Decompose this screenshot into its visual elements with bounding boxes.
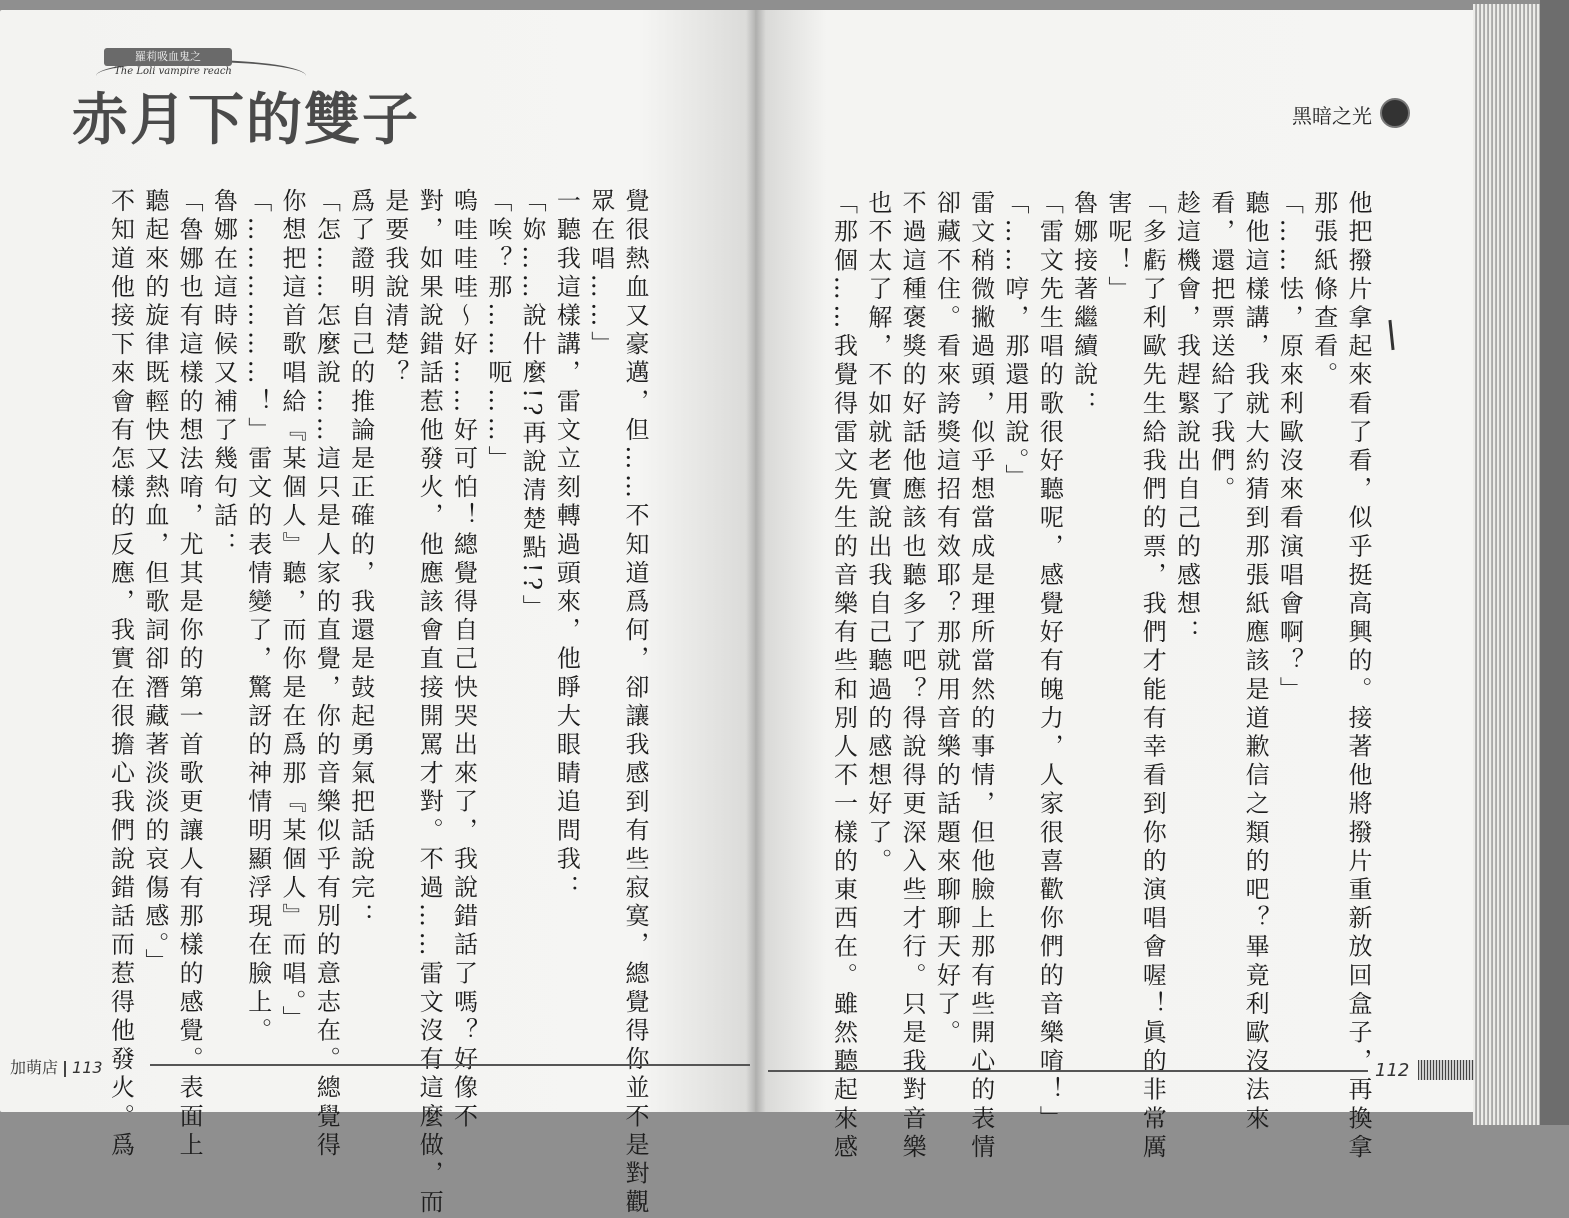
- left-text-line: 魯娜在這時候又補了幾句話：: [209, 188, 238, 560]
- left-text-line: 眾在唱……」: [586, 188, 615, 360]
- right-text-line: 他把撥片拿起來看了看，似乎挺高興的。接著他將撥片重新放回盒子，再換拿: [1344, 190, 1372, 1163]
- left-text-line: 「唉？那……呃……」: [483, 188, 512, 474]
- series-english-subtitle: The Loli vampire reach: [114, 66, 232, 77]
- left-text-line: 一聽我這樣講，雷文立刻轉過頭來，他睜大眼睛追問我：: [552, 188, 581, 903]
- right-text-line: 趁這機會，我趕緊說出自己的感想：: [1172, 190, 1201, 648]
- right-text-line: 那張紙條查看。: [1309, 190, 1338, 391]
- shop-name: 加萌店: [10, 1058, 59, 1077]
- right-text-line: 卻藏不住。看來誇獎這招有效耶？那就用音樂的話題來聊聊天好了。: [932, 190, 961, 1048]
- left-text-line: 嗚哇哇哇～好……好可怕！總覺得自己快哭出來了，我說錯話了嗎？好像不: [449, 188, 478, 1132]
- left-text-line: 是要我說清楚？: [380, 188, 409, 389]
- left-text-line: 「妳……說什麼!?再說清楚點!?」: [518, 188, 547, 624]
- book-gutter: [746, 10, 766, 1112]
- right-text-line: 雷文稍微撇過頭，似乎想當成是理所當然的事情，但他臉上那有些開心的表情: [966, 190, 995, 1163]
- right-text-line: 魯娜接著繼續說：: [1069, 190, 1098, 419]
- right-text-line: 害呢！」: [1103, 190, 1132, 305]
- left-text-line: 聽起來的旋律既輕快又熱血，但歌詞卻潛藏著淡淡的哀傷感。」: [140, 188, 169, 977]
- book-title: 赤月下的雙子: [72, 87, 420, 153]
- left-page-number: 113: [72, 1058, 103, 1077]
- left-text-line: 你想把這首歌唱給『某個人』聽，而你是在爲那『某個人』而唱。」: [278, 188, 307, 1034]
- right-page-body-text: [826, 190, 1375, 1163]
- right-footer-bar-decoration: [1418, 1060, 1474, 1080]
- background-shadow: [1540, 0, 1569, 1125]
- right-footer-rule: [768, 1070, 1368, 1072]
- left-text-line: 「怎……怎麼說……這只是人家的直覺，你的音樂似乎有別的意志在。總覺得: [312, 188, 341, 1161]
- right-text-line: 「雷文先生唱的歌很好聽呢，感覺好有魄力，人家很喜歡你們的音樂唷！」: [1035, 190, 1064, 1134]
- left-footer-rule: [150, 1064, 750, 1066]
- left-text-line: 對，如果說錯話惹他發火，他應該會直接開罵才對。不過……雷文沒有這麼做，而: [415, 188, 444, 1218]
- right-text-line: 不過這種褒獎的好話他應該也聽多了吧？得說得更深入些才行。只是我對音樂: [898, 190, 927, 1163]
- right-text-line: 「多虧了利歐先生給我們的票，我們才能有幸看到你的演唱會喔！眞的非常厲: [1138, 190, 1167, 1163]
- left-text-line: 「魯娜也有這樣的想法唷，尤其是你的第一首歌更讓人有那樣的感覺。表面上: [175, 188, 204, 1161]
- chapter-emblem-icon: [1380, 98, 1410, 128]
- left-page-footer: [10, 1055, 103, 1078]
- right-text-line: 看，還把票送給了我們。: [1206, 190, 1235, 505]
- left-page-body-text: [100, 188, 652, 1218]
- chapter-title: 黑暗之光: [1292, 104, 1372, 128]
- right-text-line: 「……怯，原來利歐沒來看演唱會啊？」: [1275, 190, 1304, 705]
- right-text-line: 聽他這樣講，我就大約猜到那張紙應該是道歉信之類的吧？畢竟利歐沒法來: [1241, 190, 1270, 1134]
- left-text-line: 爲了證明自己的推論是正確的，我還是鼓起勇氣把話說完：: [346, 188, 375, 932]
- right-text-line: 也不太了解，不如就老實說出我自己聽過的感想好了。: [863, 190, 892, 877]
- left-text-line: 不知道他接下來會有怎樣的反應，我實在很擔心我們說錯話而惹得他發火。爲: [106, 188, 135, 1161]
- right-page-number: 112: [1375, 1060, 1410, 1081]
- series-badge: 羅莉吸血鬼之: [104, 48, 232, 66]
- right-text-line: 「……哼，那還用說。」: [1001, 190, 1030, 493]
- left-text-line: 覺很熱血又豪邁，但……不知道爲何，卻讓我感到有些寂寞，總覺得你並不是對觀: [621, 188, 649, 1218]
- right-text-line: 「那個……我覺得雷文先生的音樂有些和別人不一樣的東西在。雖然聽起來感: [829, 190, 858, 1163]
- footer-separator: [64, 1061, 66, 1077]
- left-text-line: 「………………！」雷文的表情變了，驚訝的神情明顯浮現在臉上。: [243, 188, 272, 1046]
